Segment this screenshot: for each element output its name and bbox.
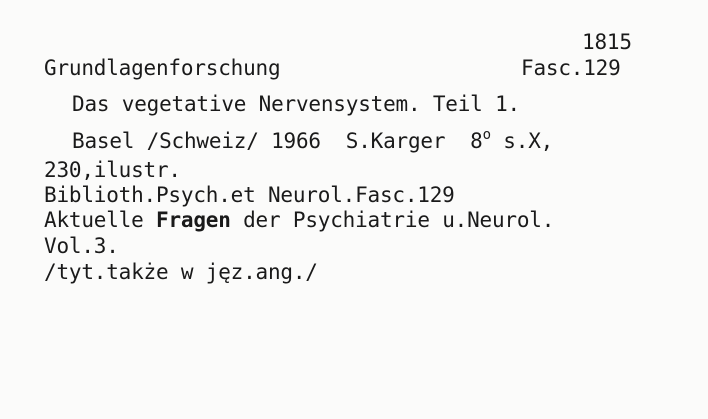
imprint [72,127,554,153]
series-line-1: Biblioth.Psych.et Neurol.Fasc.129 [44,183,455,207]
series-line-2-start: Aktuelle [44,208,156,232]
volume: Vol.3. [44,234,119,258]
subject-heading: Grundlagenforschung [44,56,281,80]
pagination: 230,ilustr. [44,158,181,182]
series-line-2-bold: Fragen [156,208,231,232]
fascicle-number: Fasc.129 [521,56,621,80]
language-note: /tyt.także w jęz.ang./ [44,260,318,284]
series-line-2 [44,210,554,231]
series-line-2-end: der Psychiatrie u.Neurol. [230,208,555,232]
format-superscript: o [482,127,491,143]
card-number: 1815 [582,30,632,54]
imprint-end: s.X, [490,129,554,153]
book-title: Das vegetative Nervensystem. Teil 1. [72,92,520,116]
imprint-main: Basel /Schweiz/ 1966 S.Karger 8 [72,129,483,153]
